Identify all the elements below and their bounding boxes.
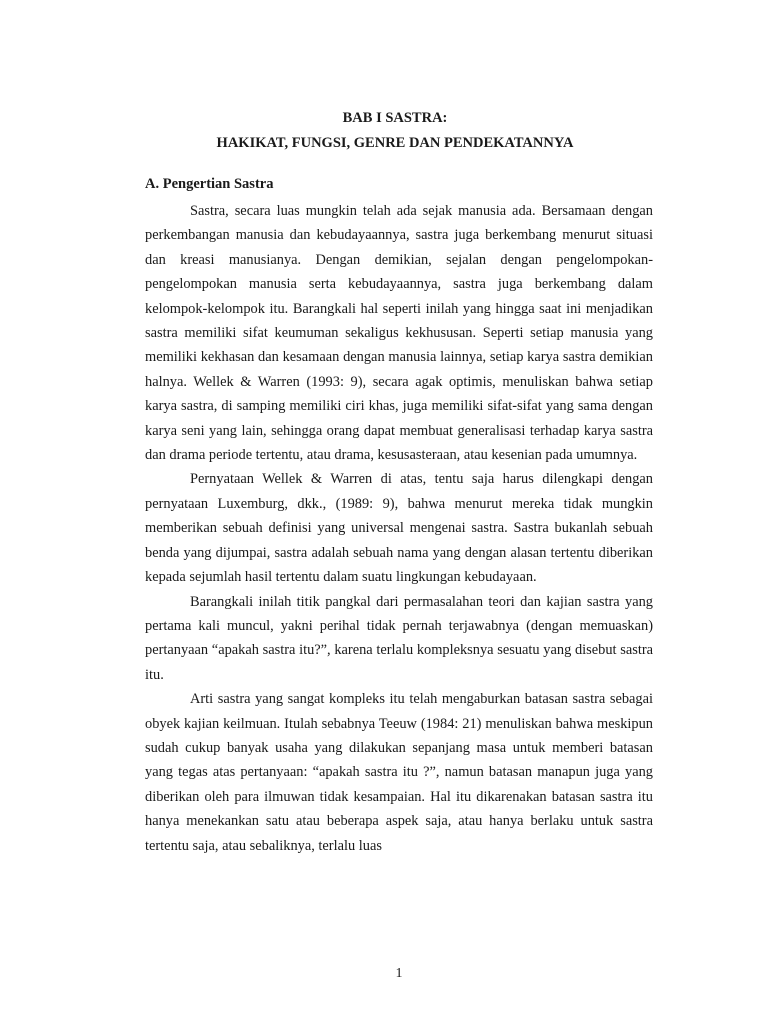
paragraph: Barangkali inilah titik pangkal dari permasalahan teori dan kajian sastra yang pertama kali muncul, yakni perihal tidak pernah terjawabnya (dengan memuaskan) pertanyaan “apakah sastra itu?”, karena terlalu kompleksnya sesuatu yang disebut sastra itu. [145,593,653,683]
chapter-subtitle: HAKIKAT, FUNGSI, GENRE DAN PENDEKATANNYA [216,135,574,151]
paragraph: Pernyataan Wellek & Warren di atas, tentu saja harus dilengkapi dengan pernyataan Luxemburg, dkk., (1989: 9), bahwa menurut mereka tidak mungkin memberikan sebuah definisi yang universal mengenai sastra. Sastra bukanlah sebuah benda yang dijumpai, sastra adalah sebuah nama yang dengan alasan tertentu diberikan kepada sejumlah hasil tertentu dalam suatu lingkungan kebudayaan. [145,471,653,586]
page-number: 1 [395,966,403,981]
section-heading: A. Pengertian Sastra [145,176,274,192]
body-text [145,199,653,858]
chapter-title: BAB I SASTRA: [342,110,448,126]
paragraph: Arti sastra yang sangat kompleks itu telah mengaburkan batasan sastra sebagai obyek kajian keilmuan. Itulah sebabnya Teeuw (1984: 21) menuliskan bahwa meskipun sudah cukup banyak usaha yang dilakukan sepanjang masa untuk memberi batasan yang tegas atas pertanyaan: “apakah sastra itu ?”, namun batasan manapun juga yang diberikan oleh para ilmuwan tidak kesampaian. Hal itu dikarenakan batasan sastra itu hanya menekankan satu atau beberapa aspek saja, atau hanya berlaku untuk sastra tertentu saja, atau sebaliknya, terlalu luas [145,691,653,854]
paragraph: Sastra, secara luas mungkin telah ada sejak manusia ada. Bersamaan dengan perkembangan manusia dan kebudayaannya, sastra juga berkembang menurut situasi dan kreasi manusianya. Dengan demikian, sejalan dengan pengelompokan-pengelompokan manusia serta kebudayaannya, sastra juga berkembang dalam kelompok-kelompok itu. Barangkali hal seperti inilah yang hingga saat ini menjadikan sastra memiliki sifat keumuman sekaligus kekhususan. Seperti setiap manusia yang memiliki kekhasan dan kesamaan dengan manusia lainnya, setiap karya sastra demikian halnya. Wellek & Warren (1993: 9), secara agak optimis, menuliskan bahwa setiap karya sastra, di samping memiliki ciri khas, juga memiliki sifat-sifat yang sama dengan karya seni yang lain, sehingga orang dapat membuat generalisasi terhadap karya sastra dan drama periode tertentu, atau drama, kesusasteraan, atau kesenian pada umumnya. [145,203,653,464]
